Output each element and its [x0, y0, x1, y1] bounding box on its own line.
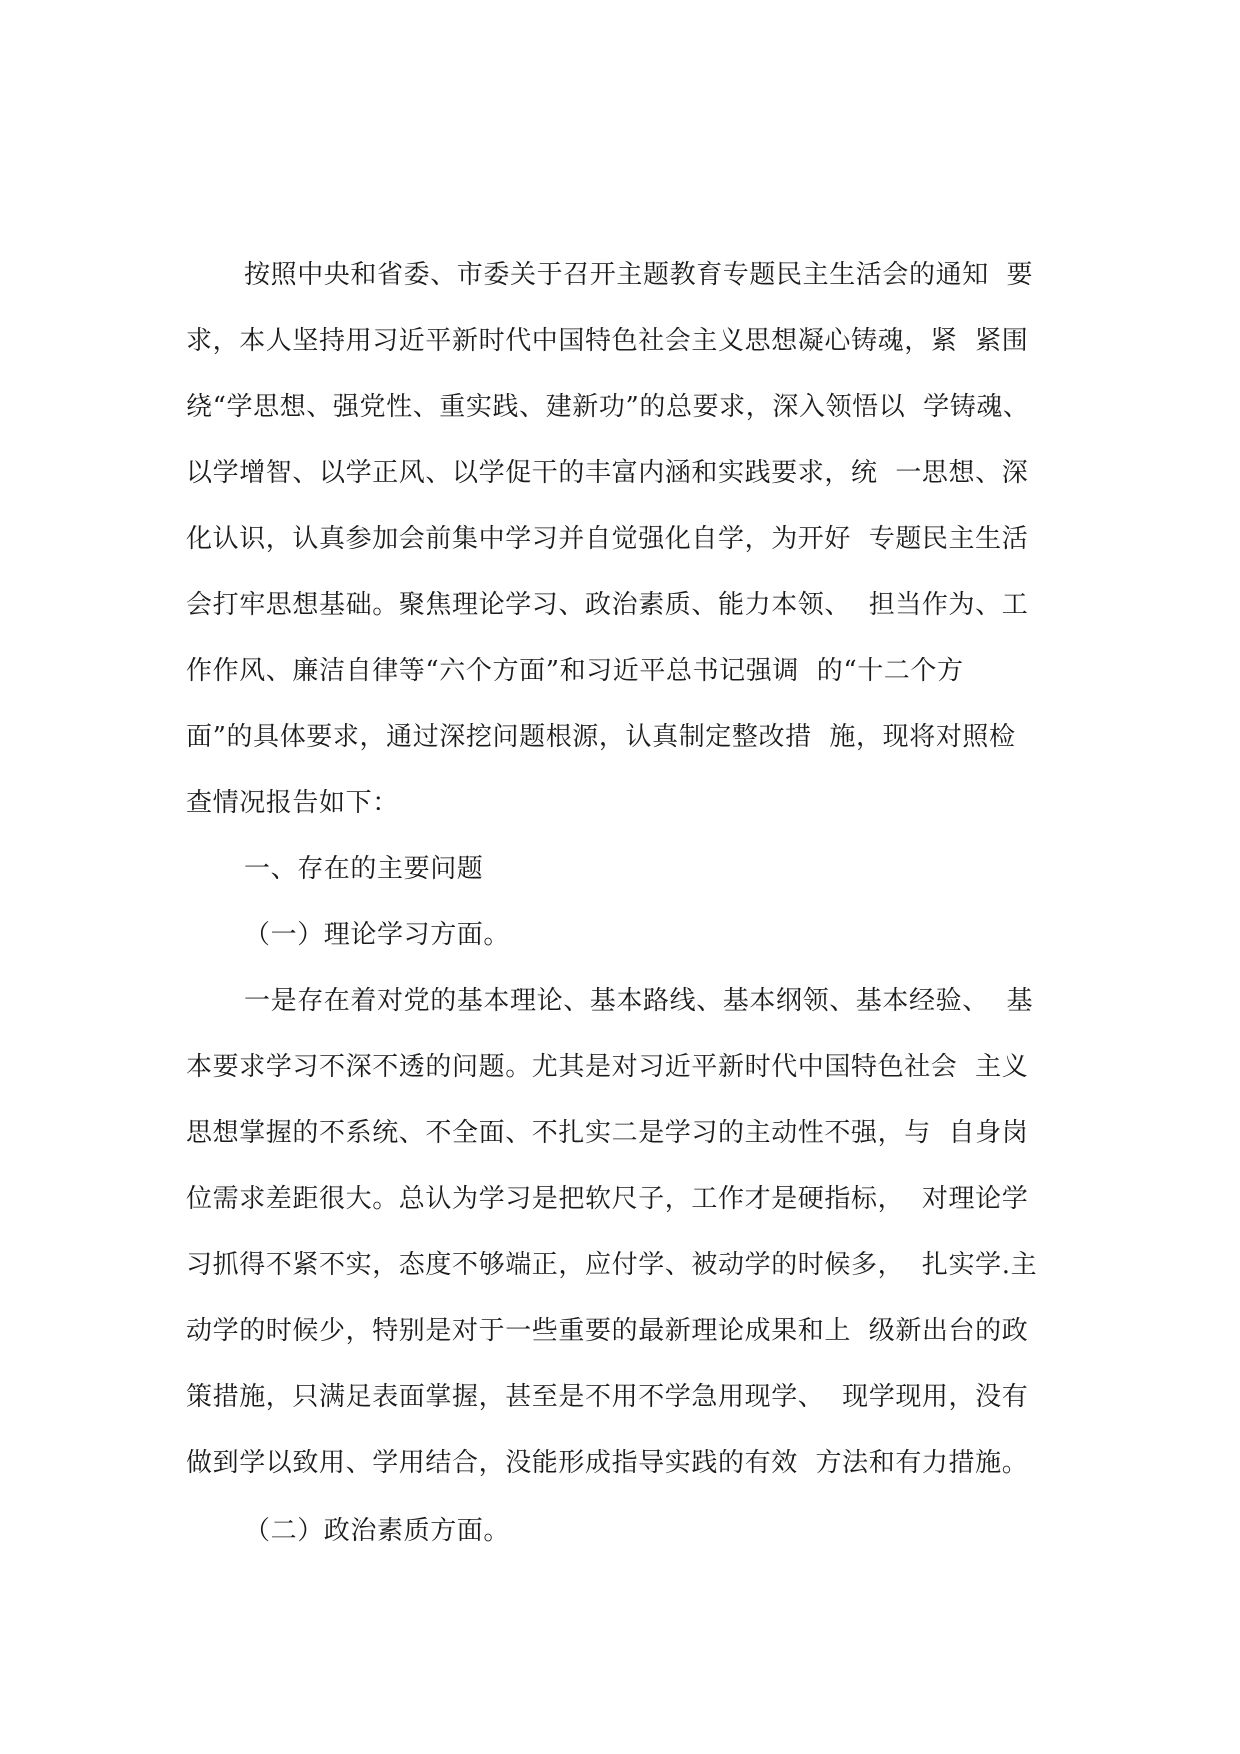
- intro-line: 化认识，认真参加会前集中学习并自觉强化自学，为开好 专题民主生活: [186, 524, 1029, 554]
- subsection-heading: （一）理论学习方面。: [244, 920, 511, 950]
- intro-line: 按照中央和省委、市委关于召开主题教育专题民主生活会的通知 要: [244, 260, 1034, 290]
- intro-line: 作作风、廉洁自律等“六个方面”和习近平总书记强调 的“十二个方: [186, 656, 964, 686]
- body-line: 做到学以致用、学用结合，没能形成指导实践的有效 方法和有力措施。: [186, 1448, 1029, 1478]
- body-line: 位需求差距很大。总认为学习是把软尺子，工作才是硬指标， 对理论学: [186, 1184, 1029, 1214]
- body-line: 策措施，只满足表面掌握，甚至是不用不学急用现学、 现学现用，没有: [186, 1382, 1029, 1412]
- intro-line: 面”的具体要求，通过深挖问题根源，认真制定整改措 施，现将对照检: [186, 722, 1016, 752]
- intro-line: 绕“学思想、强党性、重实践、建新功”的总要求，深入领悟以 学铸魂、: [186, 392, 1030, 422]
- intro-line: 会打牢思想基础。聚焦理论学习、政治素质、能力本领、 担当作为、工: [186, 590, 1029, 620]
- section-heading: 一、存在的主要问题: [244, 854, 484, 884]
- intro-line: 求，本人坚持用习近平新时代中国特色社会主义思想凝心铸魂，紧 紧围: [186, 326, 1029, 356]
- body-line: 习抓得不紧不实，态度不够端正，应付学、被动学的时候多， 扎实学.主: [186, 1250, 1038, 1280]
- subsection-heading: （二）政治素质方面。: [244, 1516, 511, 1546]
- body-line: 思想掌握的不系统、不全面、不扎实二是学习的主动性不强，与 自身岗: [186, 1118, 1029, 1148]
- intro-line: 查情况报告如下：: [186, 788, 399, 818]
- intro-line: 以学增智、以学正风、以学促干的丰富内涵和实践要求，统 一思想、深: [186, 458, 1029, 488]
- body-line: 本要求学习不深不透的问题。尤其是对习近平新时代中国特色社会 主义: [186, 1052, 1029, 1082]
- body-line: 动学的时候少，特别是对于一些重要的最新理论成果和上 级新出台的政: [186, 1316, 1029, 1346]
- body-line: 一是存在着对党的基本理论、基本路线、基本纲领、基本经验、 基: [244, 986, 1034, 1016]
